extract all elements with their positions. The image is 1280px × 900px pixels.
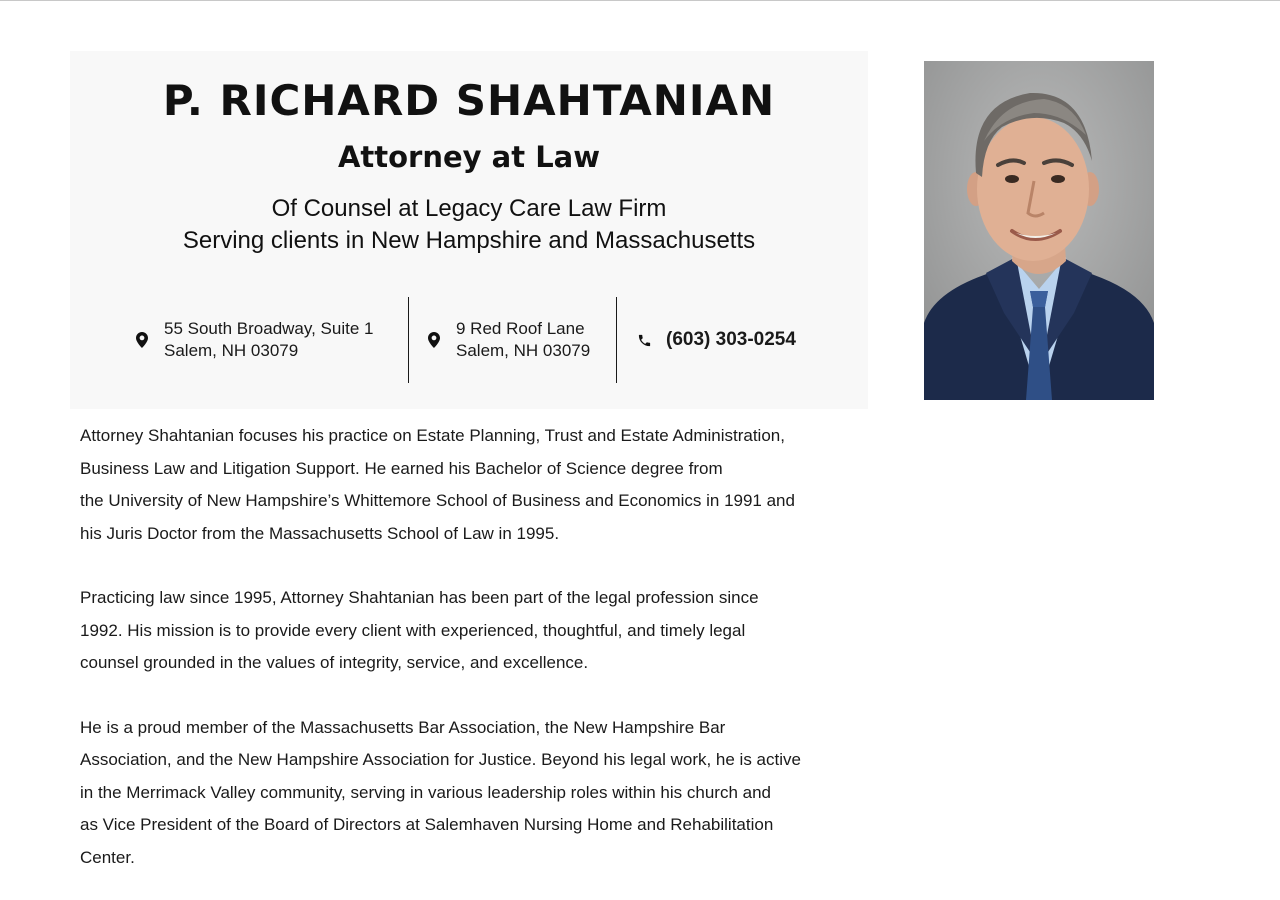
contact-divider [408,297,409,383]
address-primary-line1: 55 South Broadway, Suite 1 [164,319,374,338]
address-secondary-line2: Salem, NH 03079 [456,341,591,360]
map-pin-icon [426,330,442,350]
bio-line: counsel grounded in the values of integrity, service, and excellence. [80,653,589,672]
tagline-firm: Of Counsel at Legacy Care Law Firm [271,195,667,222]
bio-line: Business Law and Litigation Support. He earned his Bachelor of Science degree from [80,458,723,478]
bio-line: as Vice President of the Board of Directors at Salemhaven Nursing Home and Rehabilitation [80,815,774,834]
bio-line: Center. [80,847,135,867]
address-primary[interactable] [134,297,408,383]
attorney-name: P. RICHARD SHAHTANIAN [162,76,776,125]
bio-paragraph-mission [80,582,870,680]
address-secondary[interactable] [426,297,616,383]
tagline-service-area: Serving clients in New Hampshire and Massachusetts [182,227,756,254]
contact-row [70,297,868,383]
bio-paragraph-community [80,712,870,875]
phone-link[interactable] [636,297,846,383]
bio-line: 1992. His mission is to provide every client with experienced, thoughtful, and timely legal [80,620,746,640]
bio-line: the University of New Hampshire’s Whittemore School of Business and Economics in 1991 and [80,491,795,510]
bio-line: Association, and the New Hampshire Association for Justice. Beyond his legal work, he is active [80,750,801,769]
bio-line: in the Merrimack Valley community, serving in various leadership roles within his church and [80,782,771,802]
phone-number: (603) 303-0254 [666,329,796,350]
attorney-biography [80,420,870,900]
attorney-header-card [70,51,868,409]
bio-line: his Juris Doctor from the Massachusetts School of Law in 1995. [80,523,560,543]
top-divider [0,0,1280,1]
map-pin-icon [134,330,150,350]
address-primary-line2: Salem, NH 03079 [164,341,299,360]
phone-icon [636,330,652,350]
bio-line: Attorney Shahtanian focuses his practice on Estate Planning, Trust and Estate Administration, [80,426,785,445]
attorney-portrait-photo [924,61,1154,400]
bio-paragraph-education [80,420,870,550]
address-secondary-line1: 9 Red Roof Lane [456,319,585,338]
attorney-title: Attorney at Law [337,140,601,174]
contact-divider [616,297,617,383]
bio-line: He is a proud member of the Massachusetts Bar Association, the New Hampshire Bar [80,717,726,737]
bio-line: Practicing law since 1995, Attorney Shahtanian has been part of the legal profession since [80,588,759,607]
